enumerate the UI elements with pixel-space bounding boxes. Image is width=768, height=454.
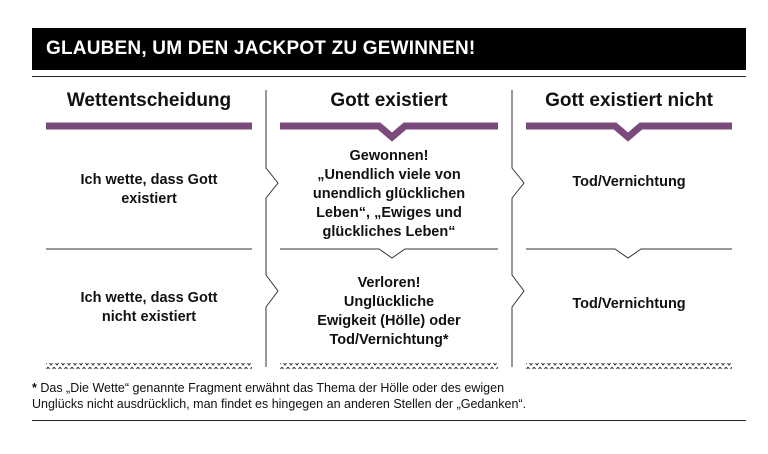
separator-1 [266,90,278,367]
row-divider-not-exists [526,249,732,258]
bottom-zigzag-exists [280,363,498,369]
header-god-exists: Gott existiert [330,90,448,111]
header-bar-not-exists [526,126,732,137]
bottom-rule [32,420,746,421]
cell-decision-1: Ich wette, dass Gott existiert [80,172,218,207]
footnote-line-1: Das „Die Wette“ genannte Fragment erwähnt das Thema der Hölle oder des ewigen [36,381,505,395]
bottom-zigzag-not-exists [526,363,732,369]
footnote [32,380,746,412]
footnote-line-2: Unglücks nicht ausdrücklich, man findet es hingegen an anderen Stellen der „Gedanken“. [32,397,527,411]
page-title: GLAUBEN, UM DEN JACKPOT ZU GEWINNEN! [46,38,476,59]
separator-2 [512,90,524,367]
row-divider-exists [280,249,498,258]
header-decision: Wettentscheidung [66,90,232,111]
cell-not-exists-1: Tod/Vernichtung [572,173,686,190]
cell-exists-2: Verloren! Unglückliche Ewigkeit (Hölle) oder Tod/Vernichtung* [317,275,461,348]
footnote-star: * [32,381,37,395]
cell-not-exists-2: Tod/Vernichtung [572,295,686,312]
header-god-not-exists: Gott existiert nicht [545,90,713,111]
bottom-zigzag-decision [46,363,252,369]
outcome-heading: Gewonnen! [349,147,429,164]
header-bar-exists [280,126,498,137]
outcome-heading: Verloren! [357,275,421,291]
cell-decision-2: Ich wette, dass Gott nicht existiert [80,290,218,325]
cell-exists-1: Gewonnen! „Unendlich viele von unendlich glücklichen Leben“, „Ewiges und glückliches Leben“ [312,147,466,240]
